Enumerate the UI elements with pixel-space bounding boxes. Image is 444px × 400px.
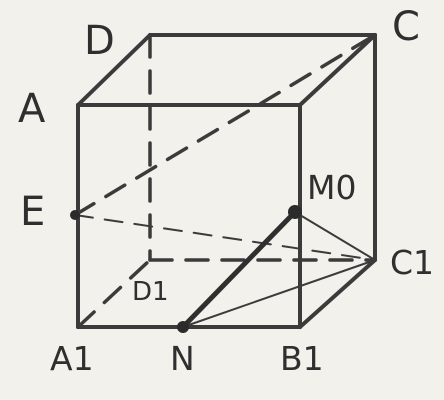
label-C1: C1 <box>390 243 435 282</box>
segment-N-M0 <box>183 212 295 327</box>
edge-B1-C1 <box>300 260 375 327</box>
label-E: E <box>20 189 46 235</box>
label-C: C <box>392 4 420 50</box>
point-M0 <box>288 205 302 219</box>
label-N: N <box>170 339 195 378</box>
point-E <box>70 210 80 220</box>
label-D1: D1 <box>132 277 169 307</box>
label-D: D <box>84 18 115 64</box>
segment-M0-C1 <box>295 212 375 260</box>
label-A: A <box>18 86 46 132</box>
point-N <box>177 321 189 333</box>
label-M0: M0 <box>307 168 357 207</box>
label-B1: B1 <box>280 339 324 378</box>
segment-N-C1 <box>183 260 375 327</box>
edge-top-right <box>300 35 375 105</box>
label-A1: A1 <box>50 339 94 378</box>
segment-E-C1 <box>75 215 375 260</box>
